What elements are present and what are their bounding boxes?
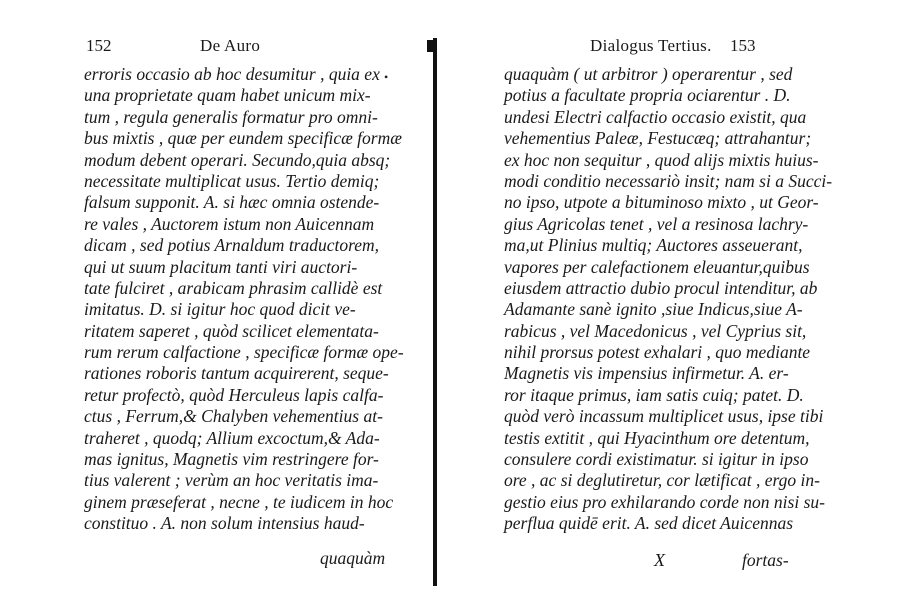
text-line: imitatus. D. si igitur hoc quod dicit ve- [84,299,356,320]
text-line: eiusdem attractio dubio procul intenditur, ab [504,277,818,298]
text-line: vehementius Paleæ, Festucæq; attrahantur; [504,128,812,149]
book-gutter [433,38,437,586]
text-line: tum , regula generalis formatur pro omni- [84,106,378,127]
text-line: traheret , quodq; Allium excoctum,& Ada- [84,427,380,448]
page-number: 152 [86,36,112,55]
left-page-header [58,30,413,60]
text-line: re vales , Auctorem istum non Auicennam [84,213,375,234]
text-line: ma,ut Plinius multiq; Auctores asseuerant, [504,235,803,256]
text-line: ritatem saperet , quòd scilicet elementata- [84,320,379,341]
text-line: dicam , sed potius Arnaldum traductorem, [84,235,380,256]
left-page [58,30,413,575]
text-line: quòd verò incassum multiplicet usus, ipse tibi [504,406,824,427]
text-line: potius a facultate propria ociarentur . D. [504,85,791,106]
text-line: necessitate multiplicat usus. Tertio demiq; [84,170,380,191]
text-line: consulere cordi existimatur. si igitur in ipso [504,449,809,470]
text-line: vapores per calefactionem eleuantur,quibus [504,256,810,277]
left-page-body [84,64,439,535]
text-line: modi conditio necessariò insit; nam si a Succi- [504,170,833,191]
right-page-header [482,30,837,60]
text-line: constituo . A. non solum intensius haud- [84,513,365,534]
text-line: Adamante sanè ignito ,siue Indicus,siue A- [504,299,803,320]
page-number: 153 [730,36,756,55]
text-line: una proprietate quam habet unicum mix- [84,85,371,106]
text-line: rationes roboris tantum acquirerent, seque- [84,363,389,384]
right-page [482,30,837,575]
text-line: rum rerum calfactione , specificæ formæ ope- [84,342,404,363]
text-line: nihil prorsus potest exhalari , quo mediante [504,342,811,363]
text-line: no ipso, utpote a bituminoso mixto , ut Geor- [504,192,819,213]
text-line: erroris occasio ab hoc desumitur , quia ex [84,64,380,84]
text-line: Magnetis vis impensius infirmetur. A. er- [504,363,789,384]
catchword: fortas- [742,550,789,570]
signature-mark: X [654,550,665,570]
text-line: tate fulciret , arabicam phrasim callidè est [84,277,383,298]
text-line: testis extitit , qui Hyacinthum ore detentum, [504,427,810,448]
text-line: undesi Electri calfactio occasio existit, qua [504,106,807,127]
text-line: tius valerent ; verùm an hoc veritatis ima- [84,470,379,491]
text-line: ex hoc non sequitur , quod alijs mixtis huius- [504,149,819,170]
running-head: De Auro [200,36,261,55]
text-line: rabicus , vel Macedonicus , vel Cyprius sit, [504,320,807,341]
text-line: falsum supponit. A. si hæc omnia ostende- [84,192,380,213]
text-line: bus mixtis , quæ per eundem specificæ formæ [84,128,402,149]
text-line: ctus , Ferrum,& Chalyben vehementius at- [84,406,383,427]
text-line: ore , ac si deglutiretur, cor lætificat , ergo in- [504,470,820,491]
text-line: quaquàm ( ut arbitror ) operarentur , sed [504,64,793,84]
running-head: Dialogus Tertius. [590,36,712,55]
text-line: retur profectò, quòd Herculeus lapis calfa- [84,384,384,405]
text-line: ror itaque primus, iam satis cuiq; patet. D. [504,384,804,405]
ink-speck: • [384,70,389,84]
text-line: gius Agricolas tenet , vel a resinosa lachry- [504,213,809,234]
text-line: ginem præseferat , necne , te iudicem in hoc [84,491,394,512]
text-line: qui ut suum placitum tanti viri auctori- [84,256,358,277]
text-line: perflua quidē erit. A. sed dicet Auicennas [504,513,794,534]
text-line: mas ignitus, Magnetis vim restringere for- [84,449,379,470]
text-line: gestio eius pro exhilarando corde non nisi su- [504,491,825,512]
text-line: modum debent operari. Secundo,quia absq; [84,149,391,170]
right-page-body [504,64,859,535]
catchword: quaquàm [320,548,386,568]
